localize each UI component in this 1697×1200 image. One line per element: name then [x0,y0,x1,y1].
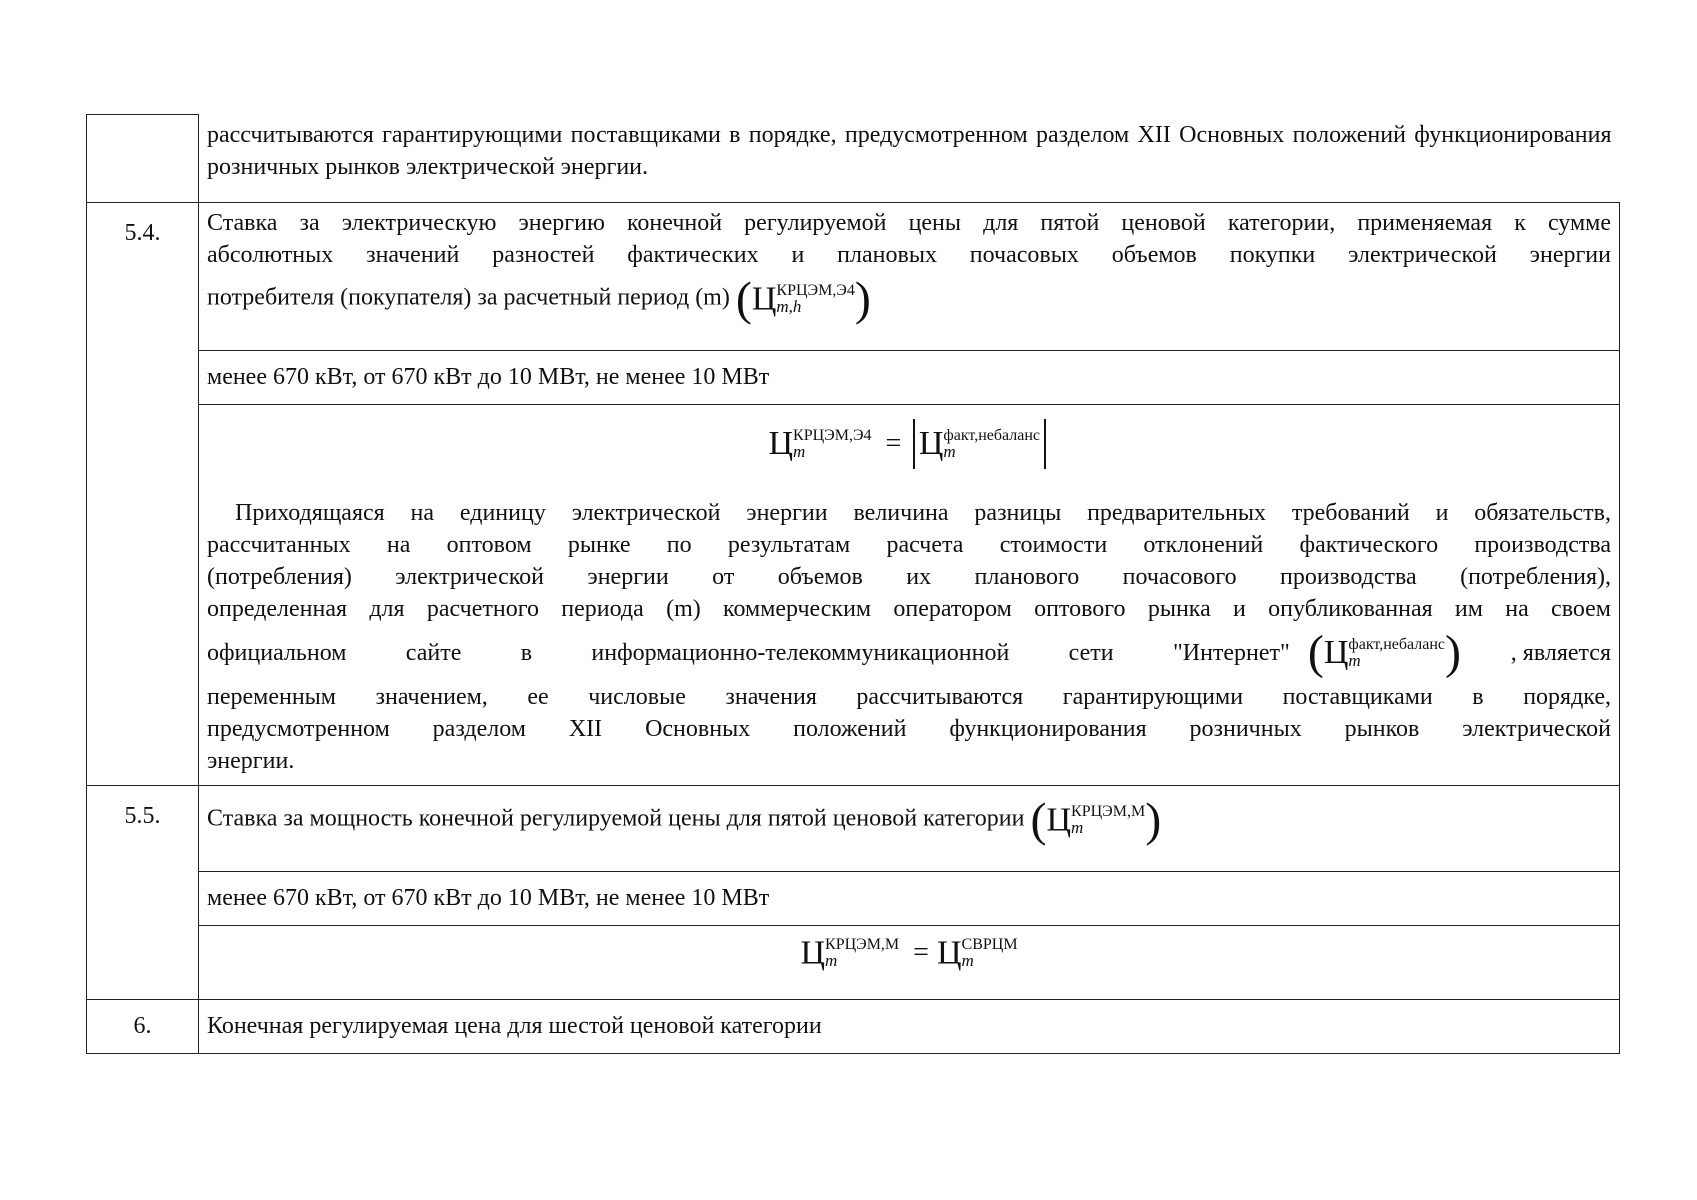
formula-5-5-rhs-sup: СВРЦМ [961,936,1018,954]
table-row-5-5-formula [87,926,1620,1000]
desc-line-tail: , является [1510,640,1611,666]
symbol-5-5-sup: КРЦЭМ,М [1071,803,1146,820]
symbol-subscript: m,h [776,297,802,316]
formula-lhs-sup: КРЦЭМ,Э4 [793,427,872,444]
formula-cell-5-4 [199,405,1620,786]
desc-line-text: официальном сайте в информационно-телекоммуникационной сети "Интернет" [207,640,1290,666]
row-number-5-5: 5.5. [87,786,199,1000]
title-5-5-text: Ставка за мощность конечной регулируемой цены для пятой ценовой категории [207,805,1025,832]
document-page [86,114,1620,1054]
title-line: Ставка за электрическую энергию конечной регулируемой цены для пятой ценовой категории, применяемая к сумме [207,210,1611,236]
table-row-5-4-power [87,351,1620,405]
table-row-continuation [87,115,1620,203]
table-row-6 [87,1000,1620,1054]
formula-5-5: Ц КРЦЭМ,М m = Ц СВРЦМ m [800,934,1018,972]
table-row-5-4 [87,203,1620,351]
formula-5-4: Ц КРЦЭМ,Э4 m = Ц факт,небаланс m [207,419,1611,483]
desc-line: определенная для расчетного периода (m) коммерческим оператором оптового рынка и опубликованная им на своем [207,596,1611,622]
desc-line: Приходящаяся на единицу электрической энергии величина разницы предварительных требований и обязательств, [235,500,1611,526]
symbol-superscript: КРЦЭМ,Э4 [776,282,855,299]
desc-line: энергии. [207,748,295,774]
desc-line: рассчитанных на оптовом рынке по результатам расчета стоимости отклонений фактического производства [207,532,1611,558]
formula-5-5-rhs-sub: m [961,951,974,971]
symbol-5-5-sub: m [1071,818,1084,837]
row-5-4-title [199,203,1620,351]
power-range-5-5: менее 670 кВт, от 670 кВт до 10 МВт, не менее 10 МВт [199,872,1620,926]
desc-line: (потребления) электрической энергии от объемов их планового почасового производства (потребления), [207,564,1611,590]
formula-rhs-sub: m [943,442,956,461]
formula-5-5-lhs-sup: КРЦЭМ,М [825,936,900,954]
title-line: абсолютных значений разностей фактических и плановых почасовых объемов покупки электрической энергии [207,242,1611,268]
continuation-paragraph: рассчитываются гарантирующими поставщиками в порядке, предусмотренном разделом XII Основных положений функционирования розничных рынков электрической энергии. [207,121,1612,180]
symbol-letter: Ц [751,280,777,317]
table-row-5-5-power [87,872,1620,926]
desc-line: переменным значением, ее числовые значения рассчитываются гарантирующими поставщиками в порядке, [207,684,1611,710]
row-number-5-4: 5.4. [87,203,199,786]
row-6-title: Конечная регулируемая цена для шестой ценовой категории [199,1000,1620,1054]
title-line-text: потребителя (покупателя) за расчетный период (m) [207,284,730,311]
formula-cell-5-5 [199,926,1620,1000]
desc-line-with-symbol [207,625,1611,681]
formula-lhs-sub: m [793,442,806,461]
continuation-text [199,115,1620,203]
desc-line: предусмотренном разделом XII Основных положений функционирования розничных рынков электрической [207,716,1611,742]
symbol-5-4: (Ц КРЦЭМ,Э4 m,h ) [735,272,871,325]
symbol-fact-sub: m [1348,651,1361,670]
row-number-6: 6. [87,1000,199,1054]
formula-5-5-lhs-sub: m [825,951,838,971]
symbol-fact-sup: факт,небаланс [1348,636,1446,653]
title-line-with-symbol [207,272,1611,325]
formula-equals: = [885,428,902,459]
symbol-fact-imbalance: (Ц факт,небаланс m ) [1307,626,1461,679]
symbol-5-5: (Ц КРЦЭМ,М m ) [1030,793,1162,846]
table-row-5-4-formula [87,405,1620,786]
row-5-5-title [199,786,1620,872]
power-range-5-4: менее 670 кВт, от 670 кВт до 10 МВт, не менее 10 МВт [199,351,1620,405]
table-row-5-5 [87,786,1620,872]
formula-description [207,497,1611,777]
tariff-table [86,114,1620,1054]
formula-5-5-equals: = [913,937,929,969]
number-cell-empty [87,115,199,203]
formula-rhs-sup: факт,небаланс [943,427,1041,444]
